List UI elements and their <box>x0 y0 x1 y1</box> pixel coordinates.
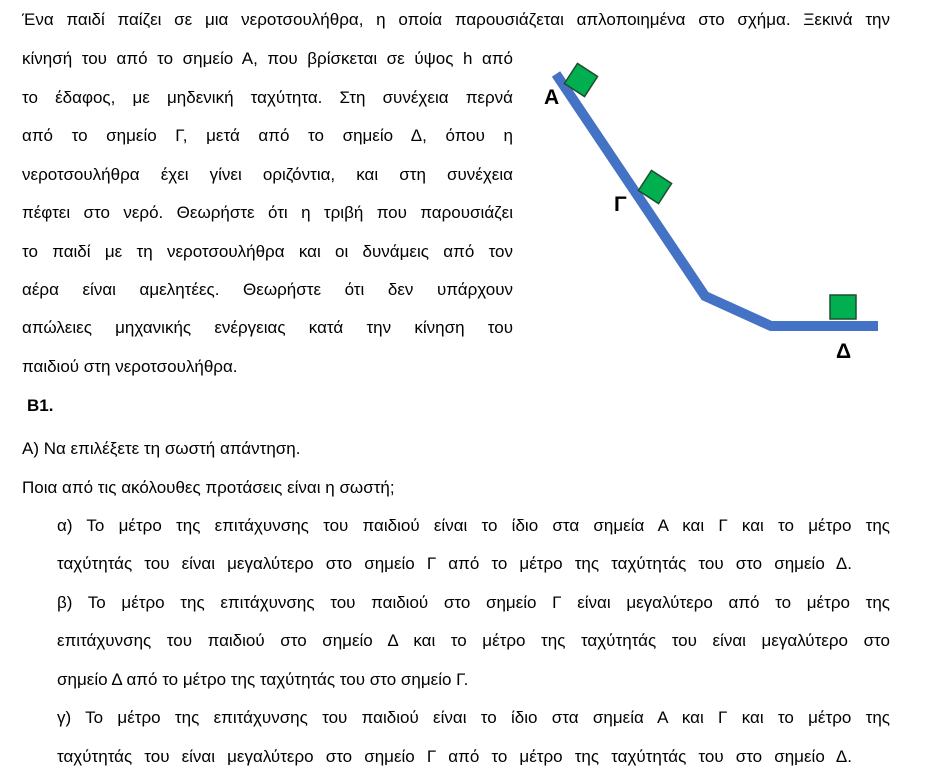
option-c-line-1: γ) Το μέτρο της επιτάχυνσης του παιδιού είναι το ίδιο στα σημεία Α και Γ και το μέτρο της <box>57 708 890 727</box>
question-prompt: Ποια από τις ακόλουθες προτάσεις είναι η σωστή; <box>22 478 395 497</box>
label-point-A: Α <box>544 86 560 109</box>
option-a-line-1: α) Το μέτρο της επιτάχυνσης του παιδιού είναι το ίδιο στα σημεία Α και Γ και το μέτρο της <box>57 516 890 535</box>
intro-line-2: κίνησή του από το σημείο Α, που βρίσκεται σε ύψος h από <box>22 49 513 68</box>
intro-line-9: απώλειες μηχανικής ενέργειας κατά την κίνηση του <box>22 318 513 337</box>
option-b-line-3: σημείο Δ από το μέτρο της ταχύτητάς του στο σημείο Γ. <box>57 670 469 689</box>
intro-line-5: νεροτσουλήθρα έχει γίνει οριζόντια, και στη συνέχεια <box>22 165 513 184</box>
option-a-line-2: ταχύτητάς του είναι μεγαλύτερο στο σημείο Γ από το μέτρο της ταχύτητάς του στο σημείο Δ. <box>57 554 852 573</box>
waterslide-figure <box>540 60 900 370</box>
label-point-D: Δ <box>836 340 852 363</box>
option-b-line-2: επιτάχυνσης του παιδιού στο σημείο Δ και το μέτρο της ταχύτητάς του είναι μεγαλύτερο στο <box>57 631 890 650</box>
label-point-G: Γ <box>614 193 627 216</box>
child-box-at-D <box>830 295 856 319</box>
waterslide-track <box>556 74 878 326</box>
question-number: Β1. <box>27 396 54 415</box>
option-b-line-1: β) Το μέτρο της επιτάχυνσης του παιδιού στο σημείο Γ είναι μεγαλύτερο από το μέτρο της <box>57 593 890 612</box>
question-instruction: Α) Να επιλέξετε τη σωστή απάντηση. <box>22 439 301 458</box>
intro-line-6: πέφτει στο νερό. Θεωρήστε ότι η τριβή που παρουσιάζει <box>22 203 513 222</box>
intro-line-10: παιδιού στη νεροτσουλήθρα. <box>22 357 238 376</box>
intro-line-7: το παιδί με τη νεροτσουλήθρα και οι δυνάμεις από τον <box>22 242 513 261</box>
intro-line-3: το έδαφος, με μηδενική ταχύτητα. Στη συνέχεια περνά <box>22 88 513 107</box>
intro-line-4: από το σημείο Γ, μετά από το σημείο Δ, όπου η <box>22 126 513 145</box>
option-c-line-2: ταχύτητάς του είναι μεγαλύτερο στο σημείο Γ από το μέτρο της ταχύτητάς του στο σημείο Δ. <box>57 747 852 766</box>
intro-line-1: Ένα παιδί παίζει σε μια νεροτσουλήθρα, η οποία παρουσιάζεται απλοποιημένα στο σχήμα. Ξεκινά την <box>22 10 890 29</box>
intro-line-8: αέρα είναι αμελητέες. Θεωρήστε ότι δεν υπάρχουν <box>22 280 513 299</box>
